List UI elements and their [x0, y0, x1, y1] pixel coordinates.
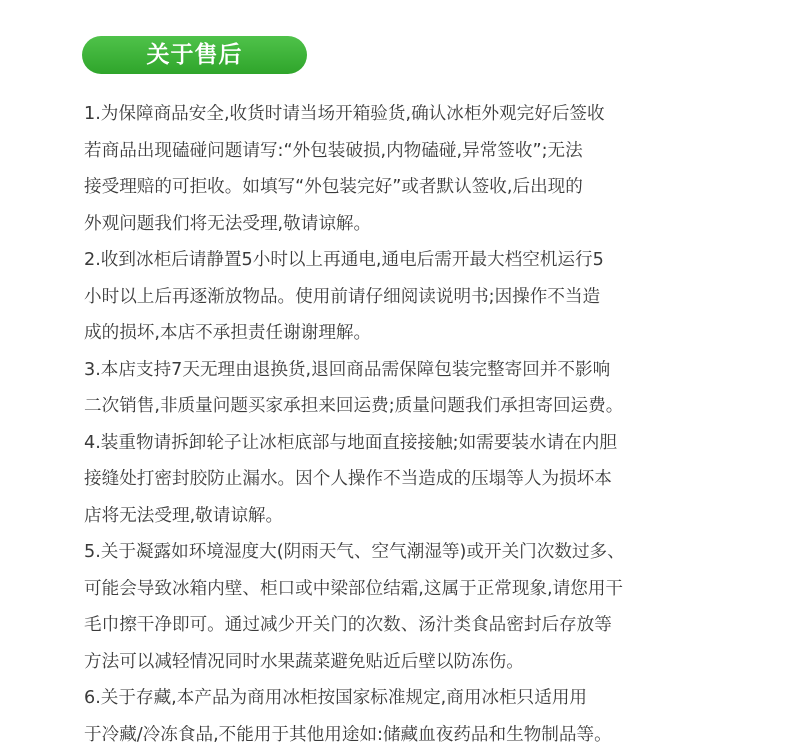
notice-line: 于冷藏/冷冻食品,不能用于其他用途如:储藏血夜药品和生物制品等。: [84, 717, 724, 753]
notice-line: 2.收到冰柜后请静置5小时以上再通电,通电后需开最大档空机运行5: [84, 242, 724, 279]
notice-line: 二次销售,非质量问题买家承担来回运费;质量问题我们承担寄回运费。: [84, 388, 724, 425]
notice-line: 4.装重物请拆卸轮子让冰柜底部与地面直接接触;如需要装水请在内胆: [84, 425, 724, 462]
notice-line: 可能会导致冰箱内壁、柜口或中梁部位结霜,这属于正常现象,请您用干: [84, 571, 724, 608]
notice-line: 接受理赔的可拒收。如填写“外包装完好”或者默认签收,后出现的: [84, 169, 724, 206]
notice-line: 若商品出现磕碰问题请写:“外包装破损,内物磕碰,异常签收”;无法: [84, 133, 724, 170]
notice-line: 成的损坏,本店不承担责任谢谢理解。: [84, 315, 724, 352]
notice-line: 接缝处打密封胶防止漏水。因个人操作不当造成的压塌等人为损坏本: [84, 461, 724, 498]
notice-line: 外观问题我们将无法受理,敬请谅解。: [84, 206, 724, 243]
notice-line: 方法可以减轻情况同时水果蔬菜避免贴近后壁以防冻伤。: [84, 644, 724, 681]
notice-line: 1.为保障商品安全,收货时请当场开箱验货,确认冰柜外观完好后签收: [84, 96, 724, 133]
section-header-badge: [82, 36, 307, 74]
notice-line: 小时以上后再逐渐放物品。使用前请仔细阅读说明书;因操作不当造: [84, 279, 724, 316]
section-title: 关于售后: [147, 44, 243, 67]
after-sales-notice: [84, 96, 724, 753]
notice-line: 3.本店支持7天无理由退换货,退回商品需保障包装完整寄回并不影响: [84, 352, 724, 389]
notice-line: 店将无法受理,敬请谅解。: [84, 498, 724, 535]
notice-line: 6.关于存藏,本产品为商用冰柜按国家标准规定,商用冰柜只适用用: [84, 680, 724, 717]
notice-line: 毛巾擦干净即可。通过减少开关门的次数、汤汁类食品密封后存放等: [84, 607, 724, 644]
notice-line: 5.关于凝露如环境湿度大(阴雨天气、空气潮湿等)或开关门次数过多、: [84, 534, 724, 571]
